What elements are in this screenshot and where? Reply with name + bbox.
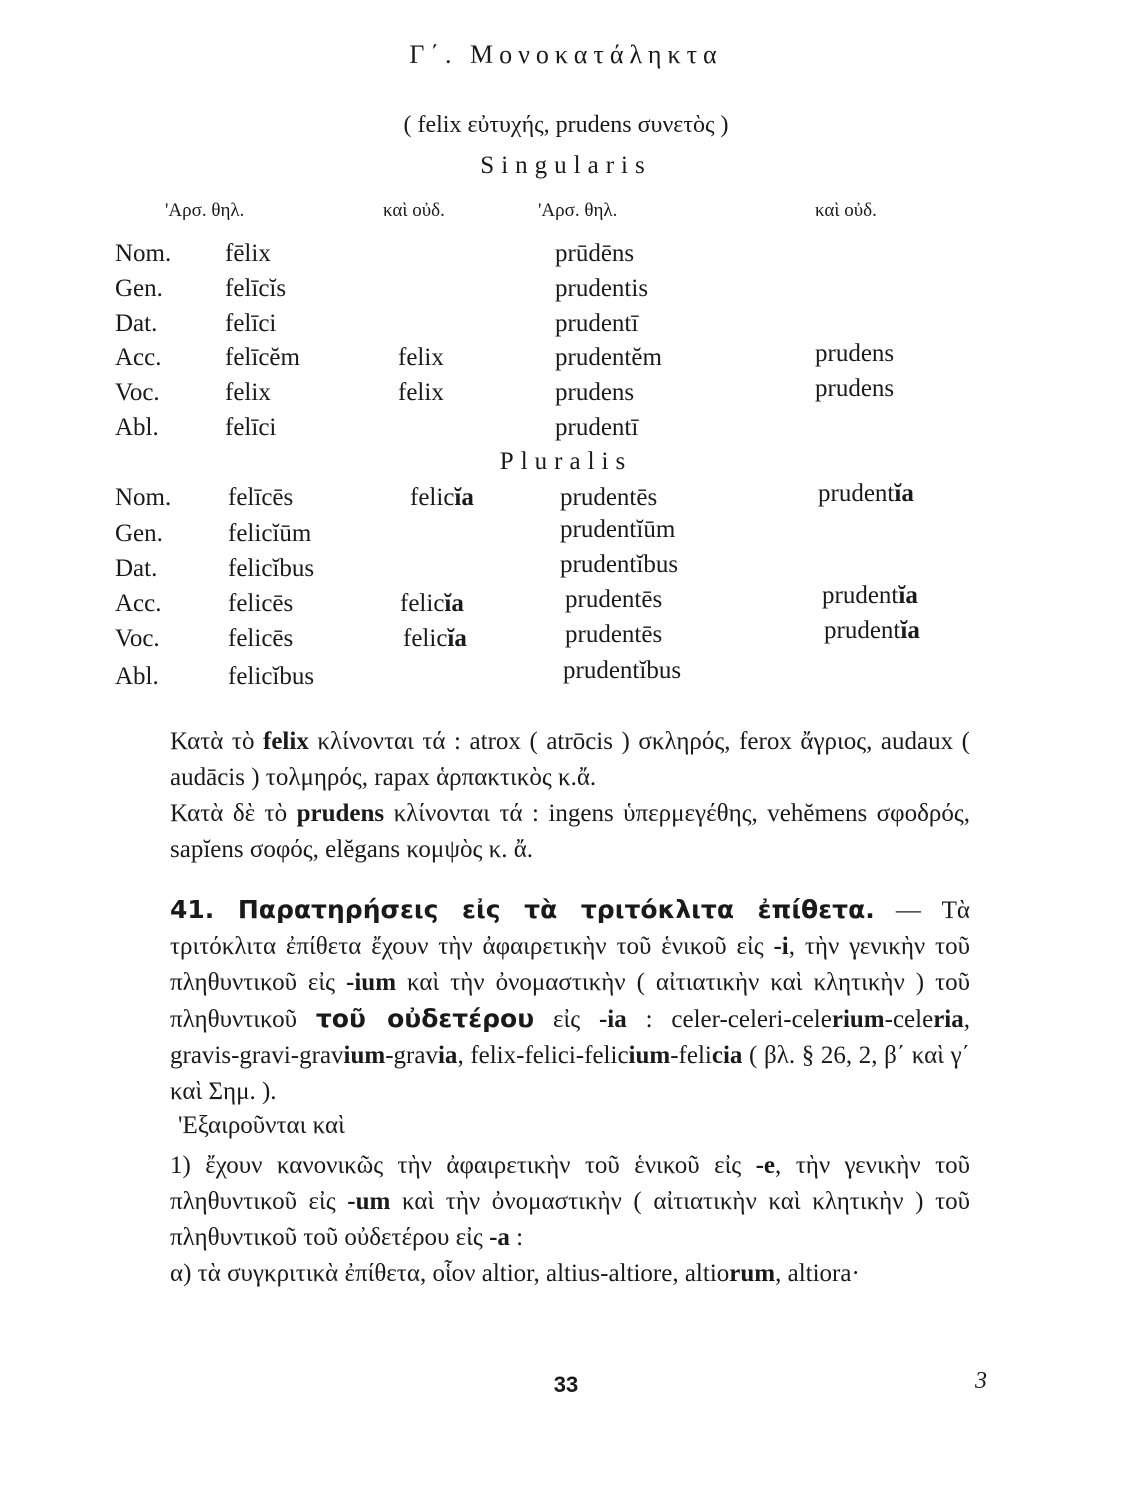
felix-form: felīcĕm xyxy=(225,344,300,371)
exception-1a: α) τὰ συγκριτικὰ ἐπίθετα, οἷον altior, altius-altiore, altiorum, altiora· xyxy=(170,1260,860,1287)
section-41-heading: 41. Παρατηρήσεις εἰς τὰ τριτόκλιτα ἐπίθετα. xyxy=(170,895,875,924)
exceptions-intro: 'Εξαιροῦνται καὶ xyxy=(178,1112,345,1139)
prudens-form: prudentī xyxy=(555,414,639,441)
prudens-form: prudentēs xyxy=(565,586,663,613)
section-41-paragraph: 41. Παρατηρήσεις εἰς τὰ τριτόκλιτα ἐπίθετα. — Τὰ τριτόκλιτα ἐπίθετα ἔχουν τὴν ἀφαιρετικὴν τοῦ ἑνικοῦ εἰς -i, τὴν γενικὴν τοῦ πληθυντικοῦ εἰς -ium καὶ τὴν ὀνομαστικὴν ( αἰτιατικὴν καὶ κλητικὴν ) τοῦ πληθυντικοῦ τοῦ οὐδετέρου εἰς -ia : celer-celeri-celerium-celeria, gravis-gravi-gravium-gravia, felix-felici-felicium-felicia ( βλ. § 26, 2, β΄ καὶ γ΄ καὶ Σημ. ). xyxy=(170,895,970,1105)
felix-neuter-form: felix xyxy=(398,379,444,406)
exception-1: 1) ἔχουν κανονικῶς τὴν ἀφαιρετικὴν τοῦ ἑνικοῦ εἰς -e, τὴν γενικὴν τοῦ πληθυντικοῦ εἰς -um καὶ τὴν ὀνομαστικὴν ( αἰτιατικὴν καὶ κλητικὴν ) τοῦ πληθυντικοῦ τοῦ οὐδετέρου εἰς -a : xyxy=(170,1152,971,1251)
page-number: 33 xyxy=(553,1372,579,1397)
examples-line: ( felix εὐτυχής, prudens συνετὸς ) xyxy=(403,112,729,138)
case-label: Acc. xyxy=(115,344,162,371)
prudens-neuter-form: prudens xyxy=(815,340,895,367)
felix-neuter-form: felicĭa xyxy=(410,484,474,511)
col-header-prudens-mf: 'Αρσ. θηλ. xyxy=(538,200,618,221)
prudens-neuter-form: prudentĭa xyxy=(818,480,914,507)
prudens-form: prudentis xyxy=(555,275,649,302)
case-label: Nom. xyxy=(115,484,172,511)
case-label: Gen. xyxy=(115,275,163,302)
col-header-felix-mf: 'Αρσ. θηλ. xyxy=(165,200,245,221)
felix-neuter-form: felicĭa xyxy=(403,625,467,652)
section-heading: Γ΄. Μονοκατάληκτα xyxy=(409,40,723,69)
prudens-neuter-form: prudentĭa xyxy=(822,582,918,609)
case-label: Abl. xyxy=(115,663,159,690)
felix-form: felix xyxy=(225,379,271,406)
case-label: Voc. xyxy=(115,379,160,406)
prudens-form: prūdēns xyxy=(555,240,635,267)
felix-form: felicĭbus xyxy=(228,555,315,582)
felix-form: felīcēs xyxy=(228,484,294,511)
case-label: Gen. xyxy=(115,520,163,547)
col-header-felix-n: καὶ οὐδ. xyxy=(383,200,445,221)
felix-form: felicēs xyxy=(228,625,294,652)
prudens-form: prudentēs xyxy=(560,484,658,511)
prudens-form: prudentēs xyxy=(565,621,663,648)
felix-form: felicēs xyxy=(228,590,294,617)
felix-neuter-form: felicĭa xyxy=(400,590,464,617)
felix-neuter-form: felix xyxy=(398,344,444,371)
case-label: Dat. xyxy=(115,555,158,582)
felix-form: felīci xyxy=(225,414,277,441)
prudens-form: prudens xyxy=(555,379,635,406)
prudens-form: prudentī xyxy=(555,310,639,337)
case-label: Acc. xyxy=(115,590,162,617)
note-felix: Κατὰ τὸ felix κλίνονται τά : atrox ( atrōcis ) σκληρός, ferox ἄγριος, audaux ( audācis ) τολμηρός, rapax ἁρπακτικὸς κ.ἄ. xyxy=(170,728,970,791)
prudens-form: prudentĭbus xyxy=(560,551,679,578)
prudens-neuter-form: prudens xyxy=(815,375,895,402)
signature-mark: 3 xyxy=(975,1368,987,1394)
case-label: Dat. xyxy=(115,310,158,337)
felix-form: felīcĭs xyxy=(225,275,287,302)
col-header-prudens-n: καὶ οὐδ. xyxy=(815,200,877,221)
felix-form: fēlix xyxy=(225,240,271,267)
prudens-form: prudentĕm xyxy=(555,344,662,371)
pluralis-label: Pluralis xyxy=(499,448,633,475)
felix-form: felicĭbus xyxy=(228,663,315,690)
note-prudens: Κατὰ δὲ τὸ prudens κλίνονται τά : ingens ὑπερμεγέθης, vehĕmens σφοδρός, sapĭens σοφός, elĕgans κομψὸς κ. ἄ. xyxy=(170,800,970,863)
singularis-label: Singularis xyxy=(480,152,652,179)
case-label: Voc. xyxy=(115,625,160,652)
case-label: Nom. xyxy=(115,240,172,267)
felix-form: felīci xyxy=(225,310,277,337)
case-label: Abl. xyxy=(115,414,159,441)
felix-form: felicĭūm xyxy=(228,520,312,547)
prudens-form: prudentĭūm xyxy=(560,516,676,543)
prudens-form: prudentĭbus xyxy=(563,657,682,684)
prudens-neuter-form: prudentĭa xyxy=(824,617,920,644)
